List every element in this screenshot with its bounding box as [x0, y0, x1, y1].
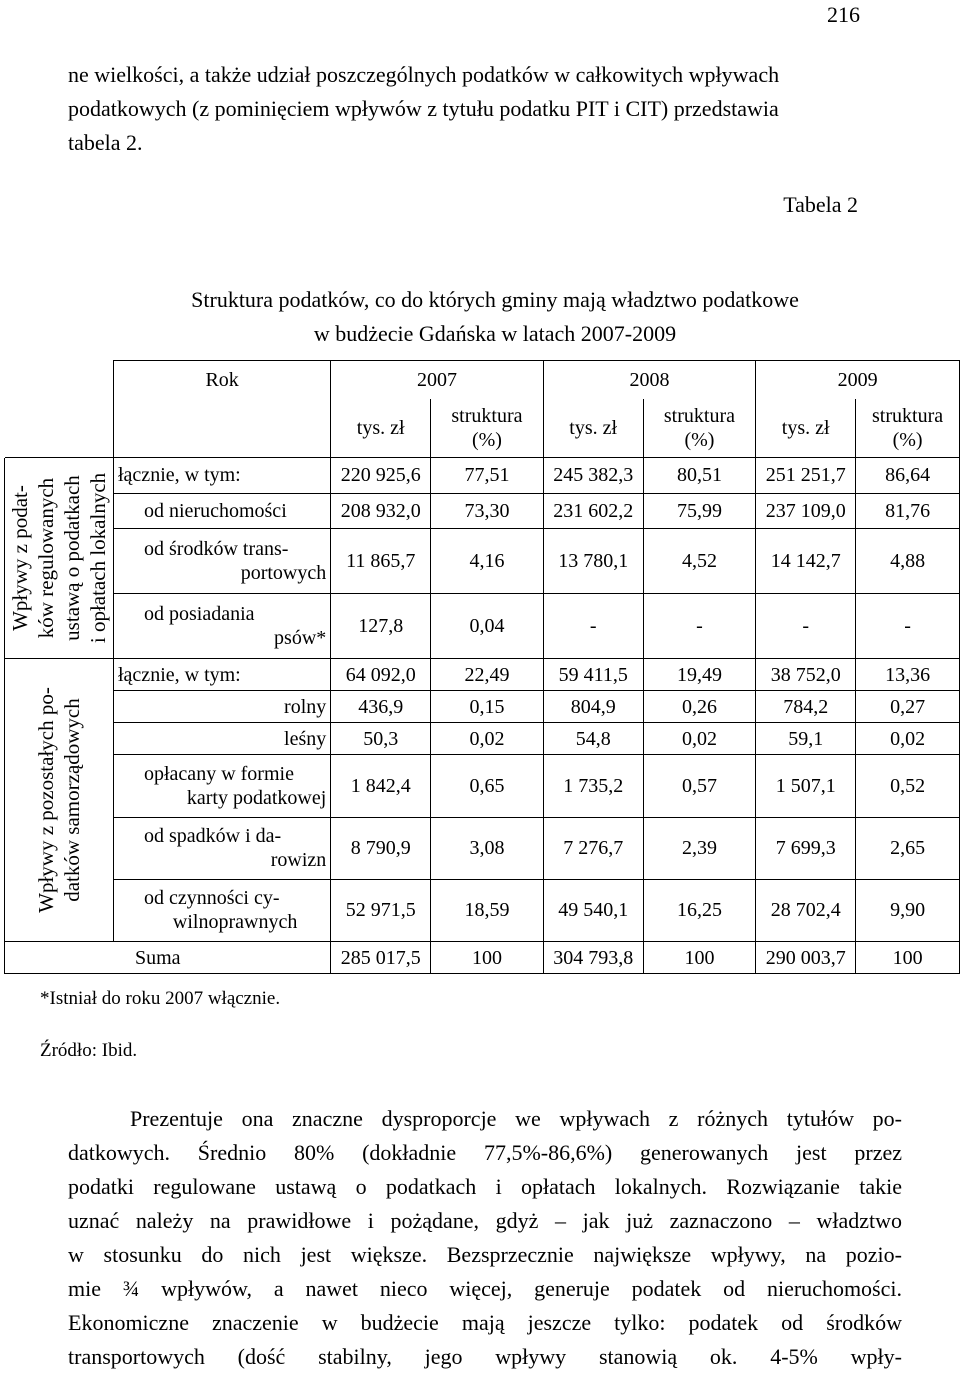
table-title-line: w budżecie Gdańska w latach 2007-2009 [313, 321, 677, 346]
row-label: od spadków i da- rowizn [114, 817, 331, 879]
cell: 1 842,4 [331, 755, 431, 817]
row-label: od posiadania psów* [114, 594, 331, 659]
header-units-row [5, 399, 960, 458]
cell: 8 790,9 [331, 817, 431, 879]
col-tys-2008: tys. zł [543, 399, 643, 458]
total-label: Suma [5, 942, 331, 974]
cell: - [643, 594, 756, 659]
year-2008: 2008 [543, 361, 756, 400]
cell: - [756, 594, 856, 659]
cell: 14 142,7 [756, 529, 856, 594]
cell: 436,9 [331, 691, 431, 723]
col-struct-2007 [431, 399, 544, 458]
cell: 59 411,5 [543, 659, 643, 691]
row-label: od czynności cy- wilnoprawnych [114, 879, 331, 941]
body-line: Ekonomiczne znaczenie w budżecie mają jeszcze tylko: podatek od środków [68, 1310, 902, 1335]
cell: 52 971,5 [331, 879, 431, 941]
cell: 13 780,1 [543, 529, 643, 594]
cell: 0,52 [856, 755, 960, 817]
intro-paragraph [68, 58, 902, 160]
cell: 100 [431, 942, 544, 974]
row-label: leśny [114, 723, 331, 755]
cell: 77,51 [431, 458, 544, 494]
cell: 0,02 [431, 723, 544, 755]
cell: 4,88 [856, 529, 960, 594]
cell: 251 251,7 [756, 458, 856, 494]
intro-line: tabela 2. [68, 130, 143, 155]
cell: 18,59 [431, 879, 544, 941]
cell: 28 702,4 [756, 879, 856, 941]
cell: 245 382,3 [543, 458, 643, 494]
table-row [5, 493, 960, 529]
cell: 0,57 [643, 755, 756, 817]
group-other-taxes [5, 659, 114, 942]
footnote: *Istniał do roku 2007 włącznie. [40, 988, 281, 1009]
intro-line: podatkowych (z pominięciem wpływów z tytułu podatku PIT i CIT) przedstawia [68, 96, 779, 121]
cell: 220 925,6 [331, 458, 431, 494]
cell: 81,76 [856, 493, 960, 529]
table-row [5, 659, 960, 691]
cell: 304 793,8 [543, 942, 643, 974]
struct-unit: (%) [684, 429, 715, 451]
cell: 73,30 [431, 493, 544, 529]
cell: 7 699,3 [756, 817, 856, 879]
row-label: od środków trans- portowych [114, 529, 331, 594]
body-line: Prezentuje ona znaczne dysproporcje we wpływach z różnych tytułów po- [130, 1106, 902, 1131]
cell: 49 540,1 [543, 879, 643, 941]
cell: 784,2 [756, 691, 856, 723]
table-row [5, 817, 960, 879]
tax-structure-table [4, 360, 960, 974]
cell: 3,08 [431, 817, 544, 879]
source-note: Źródło: Ibid. [40, 1040, 138, 1061]
cell: 16,25 [643, 879, 756, 941]
cell: 54,8 [543, 723, 643, 755]
cell: 1 735,2 [543, 755, 643, 817]
table-total-row [5, 942, 960, 974]
cell: 0,26 [643, 691, 756, 723]
cell: 2,39 [643, 817, 756, 879]
page-number: 216 [827, 2, 860, 27]
cell: 75,99 [643, 493, 756, 529]
cell: 4,16 [431, 529, 544, 594]
table-row [5, 529, 960, 594]
col-tys-2009: tys. zł [756, 399, 856, 458]
group-local-taxes [5, 458, 114, 659]
body-line: w stosunku do nich jest większe. Bezsprzecznie największe wpływy, na pozio- [68, 1242, 902, 1267]
cell: 50,3 [331, 723, 431, 755]
body-line: podatki regulowane ustawą o podatkach i opłatach lokalnych. Rozwiązanie takie [68, 1174, 902, 1199]
cell: 1 507,1 [756, 755, 856, 817]
cell: - [543, 594, 643, 659]
cell: 0,15 [431, 691, 544, 723]
cell: 2,65 [856, 817, 960, 879]
body-paragraph [68, 1102, 902, 1374]
cell: 4,52 [643, 529, 756, 594]
cell: 0,02 [856, 723, 960, 755]
row-label: łącznie, w tym: [114, 458, 331, 494]
year-2007: 2007 [331, 361, 544, 400]
cell: 237 109,0 [756, 493, 856, 529]
cell: 231 602,2 [543, 493, 643, 529]
col-tys-2007: tys. zł [331, 399, 431, 458]
table-label: Tabela 2 [783, 192, 858, 217]
header-years-row [5, 361, 960, 400]
body-line: mie ¾ wpływów, a nawet nieco więcej, generuje podatek od nieruchomości. [68, 1276, 902, 1301]
struct-label: struktura [663, 405, 735, 427]
cell: 9,90 [856, 879, 960, 941]
units-label-cell [114, 399, 331, 458]
body-line: uznać należy na prawidłowe i pożądane, gdyż – jak już zaznaczono – władztwo [68, 1208, 902, 1233]
cell: 100 [643, 942, 756, 974]
table-title-line: Struktura podatków, co do których gminy mają władztwo podatkowe [191, 287, 799, 312]
cell: 64 092,0 [331, 659, 431, 691]
cell: 7 276,7 [543, 817, 643, 879]
struct-label: struktura [872, 405, 944, 427]
cell: 804,9 [543, 691, 643, 723]
cell: 285 017,5 [331, 942, 431, 974]
body-line: transportowych (dość stabilny, jego wpływy stanowią ok. 4-5% wpły- [68, 1344, 902, 1369]
col-struct-2009 [856, 399, 960, 458]
row-label: łącznie, w tym: [114, 659, 331, 691]
cell: 208 932,0 [331, 493, 431, 529]
group-local-taxes-label: Wpływy z podat- ków regulowanych ustawą o podatkach i opłatach lokalnych [8, 472, 110, 644]
cell: 0,02 [643, 723, 756, 755]
struct-unit: (%) [892, 429, 923, 451]
struct-label: struktura [451, 405, 523, 427]
cell: 59,1 [756, 723, 856, 755]
year-2009: 2009 [756, 361, 960, 400]
table-row [5, 879, 960, 941]
cell: 127,8 [331, 594, 431, 659]
cell: 0,04 [431, 594, 544, 659]
cell: 100 [856, 942, 960, 974]
cell: 38 752,0 [756, 659, 856, 691]
cell: 0,65 [431, 755, 544, 817]
cell: 11 865,7 [331, 529, 431, 594]
row-label: opłacany w formie karty podatkowej [114, 755, 331, 817]
table-row [5, 755, 960, 817]
intro-line: ne wielkości, a także udział poszczególnych podatków w całkowitych wpływach [68, 62, 780, 87]
table-title [100, 283, 890, 351]
cell: 290 003,7 [756, 942, 856, 974]
header-corner [5, 361, 114, 458]
table-row [5, 594, 960, 659]
row-label: rolny [114, 691, 331, 723]
cell: 80,51 [643, 458, 756, 494]
group-other-taxes-label: Wpływy z pozostałych po- datków samorządowych [34, 687, 84, 913]
table-row [5, 691, 960, 723]
cell: - [856, 594, 960, 659]
struct-unit: (%) [471, 429, 502, 451]
row-label: od nieruchomości [114, 493, 331, 529]
rok-label: Rok [114, 361, 331, 400]
table-row [5, 458, 960, 494]
col-struct-2008 [643, 399, 756, 458]
body-line: datkowych. Średnio 80% (dokładnie 77,5%-86,6%) generowanych jest przez [68, 1140, 902, 1165]
cell: 13,36 [856, 659, 960, 691]
cell: 0,27 [856, 691, 960, 723]
cell: 22,49 [431, 659, 544, 691]
cell: 86,64 [856, 458, 960, 494]
cell: 19,49 [643, 659, 756, 691]
table-row [5, 723, 960, 755]
